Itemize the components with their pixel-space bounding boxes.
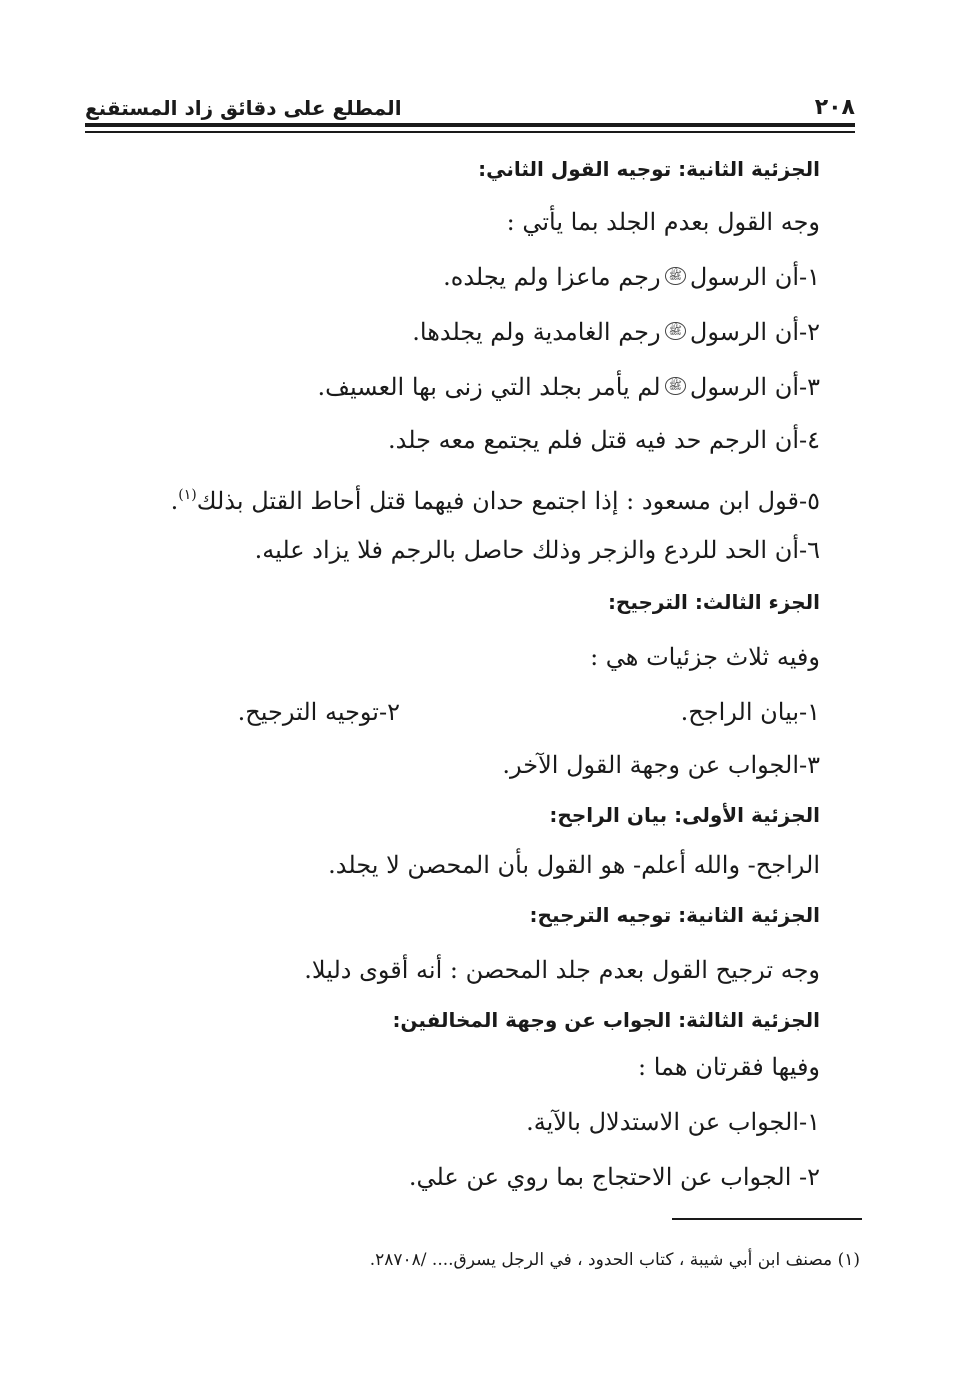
salutation-ligature: ﷺ bbox=[665, 322, 686, 340]
item-text-end: لم يأمر بجلد التي زنى بها العسيف. bbox=[317, 373, 661, 401]
footnote-separator bbox=[672, 1218, 862, 1220]
item-text-start: أن الرسول bbox=[689, 263, 799, 291]
item-number: ٣- bbox=[799, 373, 820, 401]
list-item: ٤-أن الرجم حد فيه قتل فلم يجتمع معه جلد. bbox=[387, 426, 820, 454]
list-item: ١-بيان الراجح. bbox=[680, 698, 820, 726]
list-item bbox=[120, 478, 820, 518]
item-text: ٥-قول ابن مسعود : إذا اجتمع حدان فيهما قتل أحاط القتل بذلك bbox=[196, 487, 820, 515]
header-rule-thick bbox=[85, 123, 855, 127]
running-title: المطلع على دقائق زاد المستقنع bbox=[85, 96, 402, 120]
footnote-reference[interactable]: (١) bbox=[178, 487, 197, 503]
section-heading: الجزء الثالث: الترجيح: bbox=[607, 590, 820, 614]
salutation-ligature: ﷺ bbox=[665, 267, 686, 285]
page-number: ٢٠٨ bbox=[814, 95, 855, 120]
salutation-ligature: ﷺ bbox=[665, 377, 686, 395]
item-text-end: رجم الغامدية ولم يجلدها. bbox=[412, 318, 661, 346]
footnote: (١) مصنف ابن أبي شيبة ، كتاب الحدود ، في الرجل يسرق.... /٢٨٧٠٨. bbox=[369, 1250, 860, 1270]
page-header bbox=[85, 80, 855, 120]
intro-text: وفيه ثلاث جزئيات هي : bbox=[590, 643, 820, 671]
list-item: ٢- الجواب عن الاحتجاج بما روي عن علي. bbox=[408, 1163, 820, 1191]
header-rule-thin bbox=[85, 131, 855, 133]
section-heading: الجزئية الأولى: بيان الراجح: bbox=[549, 803, 820, 827]
section-heading: الجزئية الثانية: توجيه الترجيح: bbox=[529, 903, 820, 927]
section-heading: الجزئية الثالثة: الجواب عن وجهة المخالفين: bbox=[392, 1008, 820, 1032]
list-row bbox=[120, 695, 820, 729]
item-text-start: أن الرسول bbox=[689, 318, 799, 346]
list-item bbox=[120, 315, 820, 349]
paragraph: وجه ترجيح القول بعدم جلد المحصن : أنه أقوى دليلا. bbox=[304, 956, 820, 984]
list-item: ٣-الجواب عن وجهة القول الآخر. bbox=[502, 751, 820, 779]
section-heading: الجزئية الثانية: توجيه القول الثاني: bbox=[478, 157, 820, 181]
list-item bbox=[120, 370, 820, 404]
item-number: ٢- bbox=[799, 318, 820, 346]
intro-text: وجه القول بعدم الجلد بما يأتي : bbox=[506, 208, 820, 236]
item-text-end: . bbox=[170, 487, 179, 515]
paragraph: الراجح- والله أعلم- هو القول بأن المحصن لا يجلد. bbox=[328, 851, 820, 879]
item-text-end: رجم ماعزا ولم يجلده. bbox=[443, 263, 661, 291]
item-number: ١- bbox=[799, 263, 820, 291]
intro-text: وفيها فقرتان هما : bbox=[638, 1053, 820, 1081]
list-item bbox=[120, 260, 820, 294]
list-item: ١-الجواب عن الاستدلال بالآية. bbox=[526, 1108, 820, 1136]
item-text-start: أن الرسول bbox=[689, 373, 799, 401]
list-item: ٢-توجيه الترجيح. bbox=[237, 698, 400, 726]
list-item: ٦-أن الحد للردع والزجر وذلك حاصل بالرجم فلا يزاد عليه. bbox=[254, 536, 820, 564]
